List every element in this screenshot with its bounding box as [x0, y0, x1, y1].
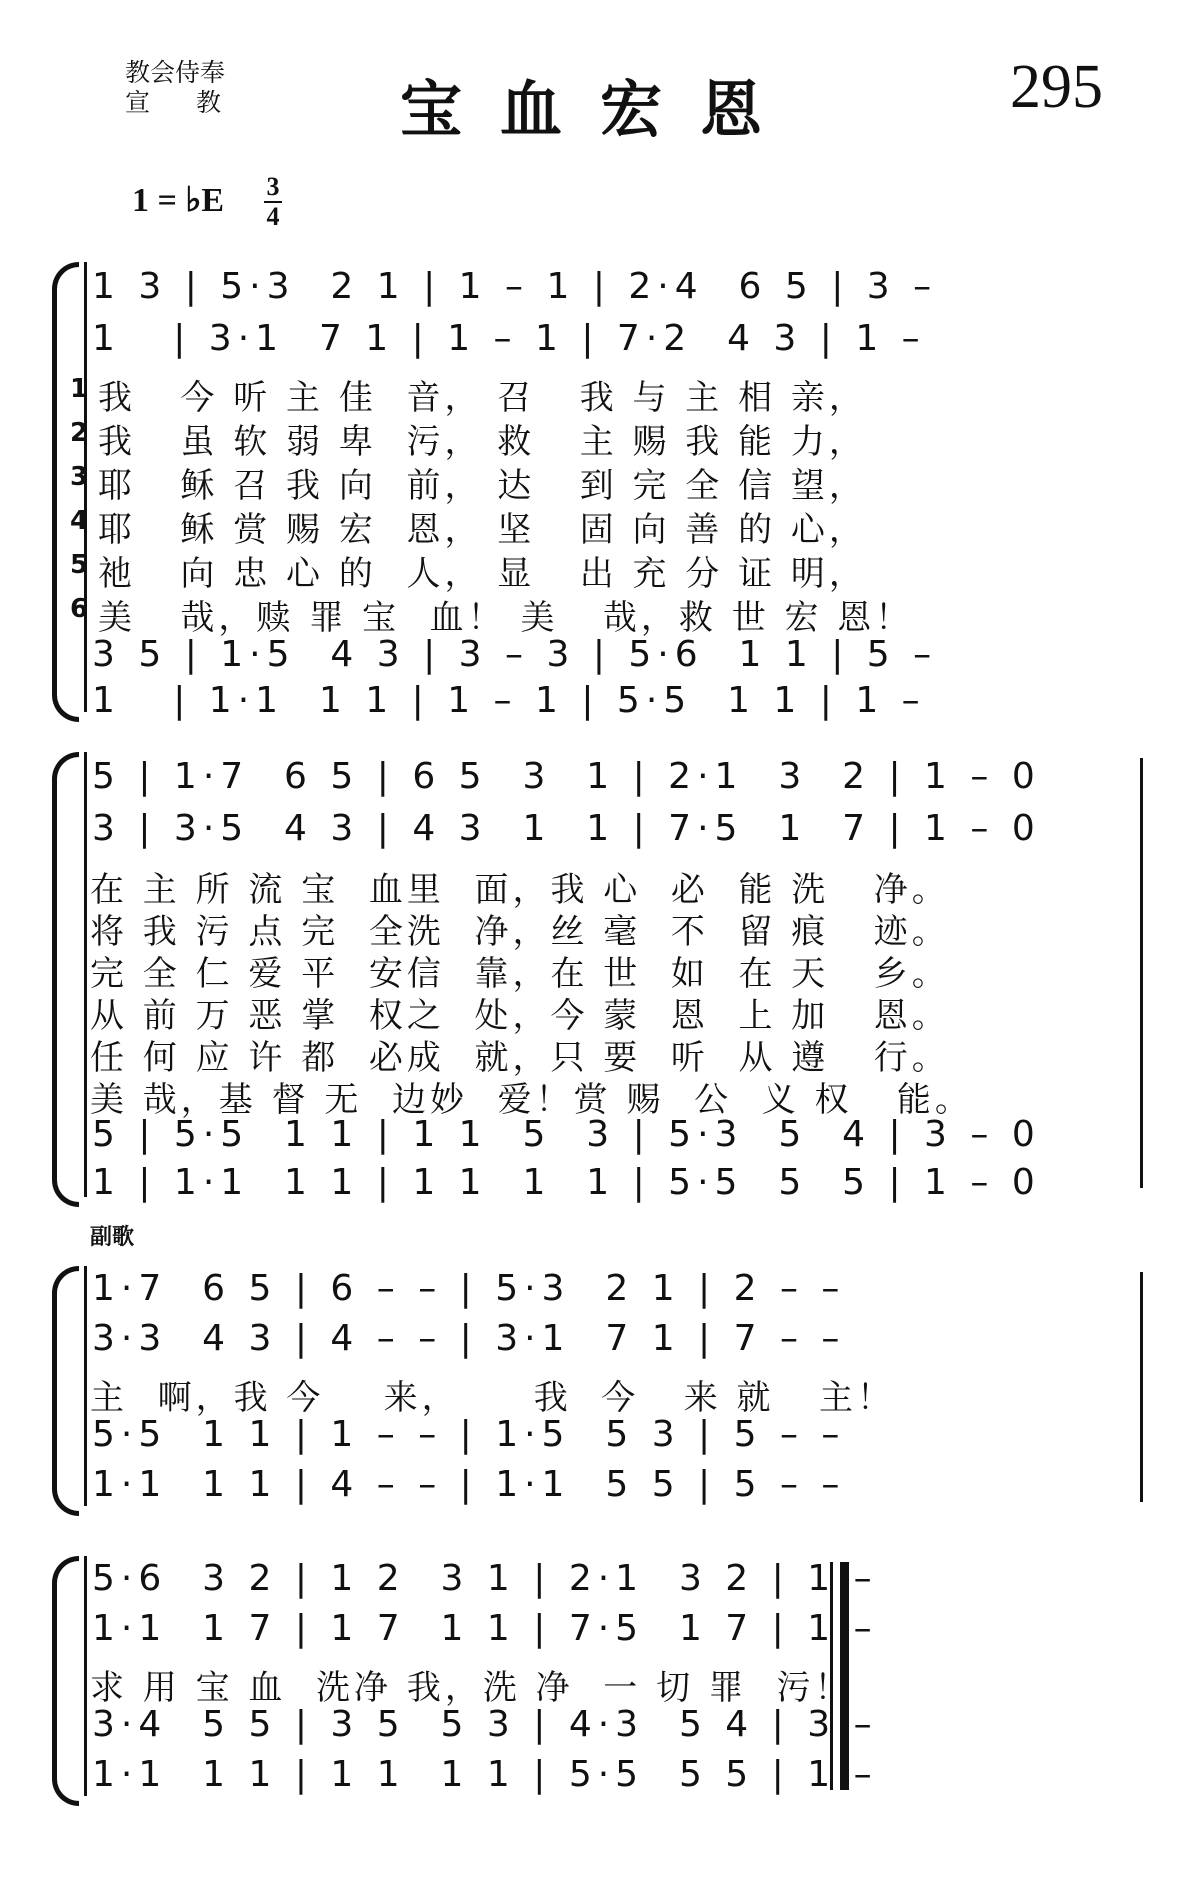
- verse-line: 6 美 哉，赎 罪 宝 血！ 美 哉，救 世 宏 恩！: [70, 594, 914, 638]
- tenor-line: 5 | 5·5 1 1 | 1 1 5 3 | 5·3 5 4 | 3 – 0: [92, 1114, 1041, 1155]
- bass-line: 1·1 1 1 | 1 1 1 1 | 5·5 5 5 | 1 –: [92, 1754, 878, 1795]
- lyric-line: 求 用 宝 血 洗净 我，洗 净 一 切 罪 污！: [90, 1668, 853, 1708]
- soprano-line: 5 | 1·7 6 5 | 6 5 3 1 | 2·1 3 2 | 1 – 0: [92, 756, 1041, 797]
- lyric-line: 在 主 所 流 宝 血里 面，我 心 必 能 洗 净。: [90, 870, 950, 910]
- time-signature: [264, 174, 282, 230]
- alto-line: 3·3 4 3 | 4 – – | 3·1 7 1 | 7 – –: [92, 1318, 846, 1359]
- lyric-line: 主 啊，我 今 来， 我 今 来 就 主！: [90, 1378, 895, 1418]
- verse-line: 5 祂 向 忠 心 的 人， 显 出 充 分 证 明，: [70, 550, 867, 594]
- lyric-line: 从 前 万 恶 掌 权之 处，今 蒙 恩 上 加 恩。: [90, 996, 950, 1036]
- soprano-line: 1·7 6 5 | 6 – – | 5·3 2 1 | 2 – –: [92, 1268, 846, 1309]
- lyric-line: 完 全 仁 爱 平 安信 靠，在 世 如 在 天 乡。: [90, 954, 950, 994]
- alto-line: 3 | 3·5 4 3 | 4 3 1 1 | 7·5 1 7 | 1 – 0: [92, 808, 1041, 849]
- system-1: [0, 262, 1200, 722]
- verse-line: 3 耶 稣 召 我 向 前， 达 到 完 全 信 望，: [70, 462, 867, 506]
- tenor-line: 3 5 | 1·5 4 3 | 3 – 3 | 5·6 1 1 | 5 –: [92, 634, 938, 675]
- tenor-line: 3·4 5 5 | 3 5 5 3 | 4·3 5 4 | 3 –: [92, 1704, 878, 1745]
- alto-line: 1·1 1 7 | 1 7 1 1 | 7·5 1 7 | 1 –: [92, 1608, 878, 1649]
- system-4: [0, 1556, 1200, 1816]
- hymn-category: [125, 58, 268, 118]
- verse-line: 4 耶 稣 赏 赐 宏 恩， 坚 固 向 善 的 心，: [70, 506, 867, 550]
- verse-line: 1 我 今 听 主 佳 音， 召 我 与 主 相 亲，: [70, 374, 867, 418]
- soprano-line: 1 3 | 5·3 2 1 | 1 – 1 | 2·4 6 5 | 3 –: [92, 266, 938, 307]
- bass-line: 1 | 1·1 1 1 | 1 1 1 1 | 5·5 5 5 | 1 – 0: [92, 1162, 1041, 1203]
- hymn-number: 295: [1010, 53, 1103, 121]
- system-2: [0, 752, 1200, 1212]
- alto-line: 1 | 3·1 7 1 | 1 – 1 | 7·2 4 3 | 1 –: [92, 318, 926, 359]
- time-numerator: 3: [266, 172, 280, 201]
- chorus-label: 副歌: [90, 1225, 135, 1250]
- category-line-2: 宣教: [125, 88, 268, 117]
- lyric-line: 将 我 污 点 完 全洗 净，丝 毫 不 留 痕 迹。: [90, 912, 950, 952]
- verse-line: 2 我 虽 软 弱 卑 污， 救 主 赐 我 能 力，: [70, 418, 867, 462]
- hymn-title: 宝血宏恩: [400, 73, 801, 146]
- system-3: [0, 1266, 1200, 1526]
- bass-line: 1 | 1·1 1 1 | 1 – 1 | 5·5 1 1 | 1 –: [92, 680, 926, 721]
- lyric-line: 美 哉，基 督 无 边妙 爱！赏 赐 公 义 权 能。: [90, 1080, 973, 1120]
- soprano-line: 5·6 3 2 | 1 2 3 1 | 2·1 3 2 | 1 –: [92, 1558, 878, 1599]
- time-denominator: 4: [266, 202, 280, 231]
- category-line-1: 教会侍奉: [125, 58, 226, 87]
- key-signature: 1 = ♭E: [132, 182, 225, 219]
- tenor-line: 5·5 1 1 | 1 – – | 1·5 5 3 | 5 – –: [92, 1414, 846, 1455]
- lyric-line: 任 何 应 许 都 必成 就，只 要 听 从 遵 行。: [90, 1038, 950, 1078]
- bass-line: 1·1 1 1 | 4 – – | 1·1 5 5 | 5 – –: [92, 1464, 846, 1505]
